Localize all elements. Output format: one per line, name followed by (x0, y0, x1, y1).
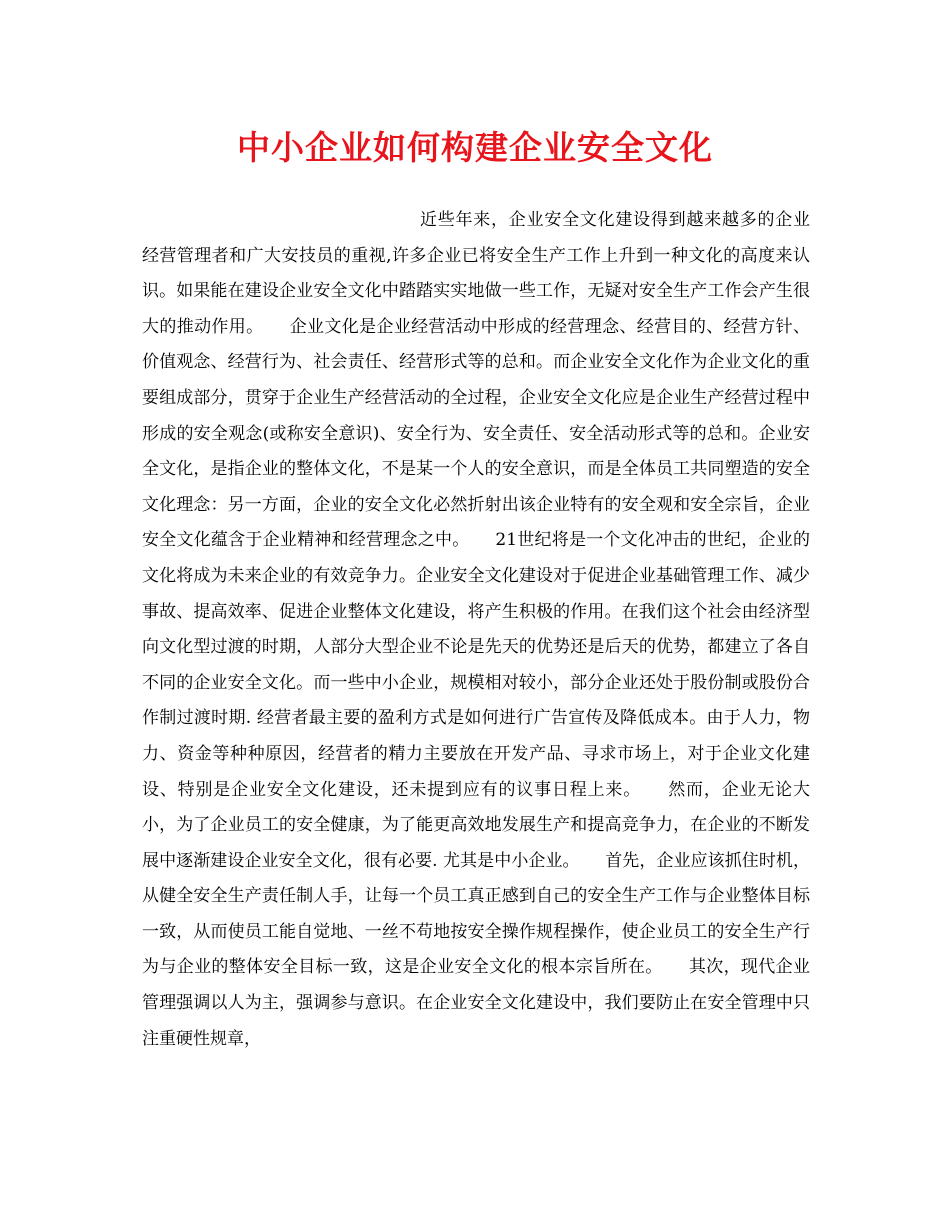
document-title: 中小企业如何构建企业安全文化 (237, 128, 713, 167)
document-body: 近些年来，企业安全文化建设得到越来越多的企业经营管理者和广大安技员的重视,许多企业已将安全生产工作上升到一种文化的高度来认识。如果能在建设企业安全文化中踏踏实实地做一些工作，无疑对安全生产工作会产生很大的推动作用。 企业文化是企业经营活动中形成的经营理念、经营目的、经营方针、价值观念、经营行为、社会责任、经营形式等的总和。而企业安全文化作为企业文化的重要组成部分，贯穿于企业生产经营活动的全过程，企业安全文化应是企业生产经营过程中形成的安全观念(或称安全意识)、安全行为、安全责任、安全活动形式等的总和。企业安全文化，是指企业的整体文化，不是某一个人的安全意识，而是全体员工共同塑造的安全文化理念：另一方面，企业的安全文化必然折射出该企业特有的安全观和安全宗旨，企业安全文化蕴含于企业精神和经营理念之中。 21世纪将是一个文化冲击的世纪，企业的文化将成为未来企业的有效竞争力。企业安全文化建设对于促进企业基础管理工作、减少事故、提高效率、促进企业整体文化建设，将产生积极的作用。在我们这个社会由经济型向文化型过渡的时期，人部分大型企业不论是先天的优势还是后天的优势，都建立了各自不同的企业安全文化。而一些中小企业，规模相对较小，部分企业还处于股份制或股份合作制过渡时期. 经营者最主要的盈利方式是如何进行广告宣传及降低成本。由于人力，物力、资金等种种原因，经营者的精力主要放在开发产品、寻求市场上，对于企业文化建设、特别是企业安全文化建设，还未提到应有的议事日程上来。 然而，企业无论大小，为了企业员工的安全健康，为了能更高效地发展生产和提高竞争力，在企业的不断发展中逐渐建设企业安全文化，很有必要. 尤其是中小企业。 首先，企业应该抓住时机，从健全安全生产责任制人手，让每一个员工真正感到自己的安全生产工作与企业整体目标一致，从而使员工能自觉地、一丝不苟地按安全操作规程操作，使企业员工的安全生产行为与企业的整体安全目标一致，这是企业安全文化的根本宗旨所在。 其次，现代企业管理强调以人为主，强调参与意识。在企业安全文化建设中，我们要防止在安全管理中只注重硬性规章， (142, 210, 810, 1049)
